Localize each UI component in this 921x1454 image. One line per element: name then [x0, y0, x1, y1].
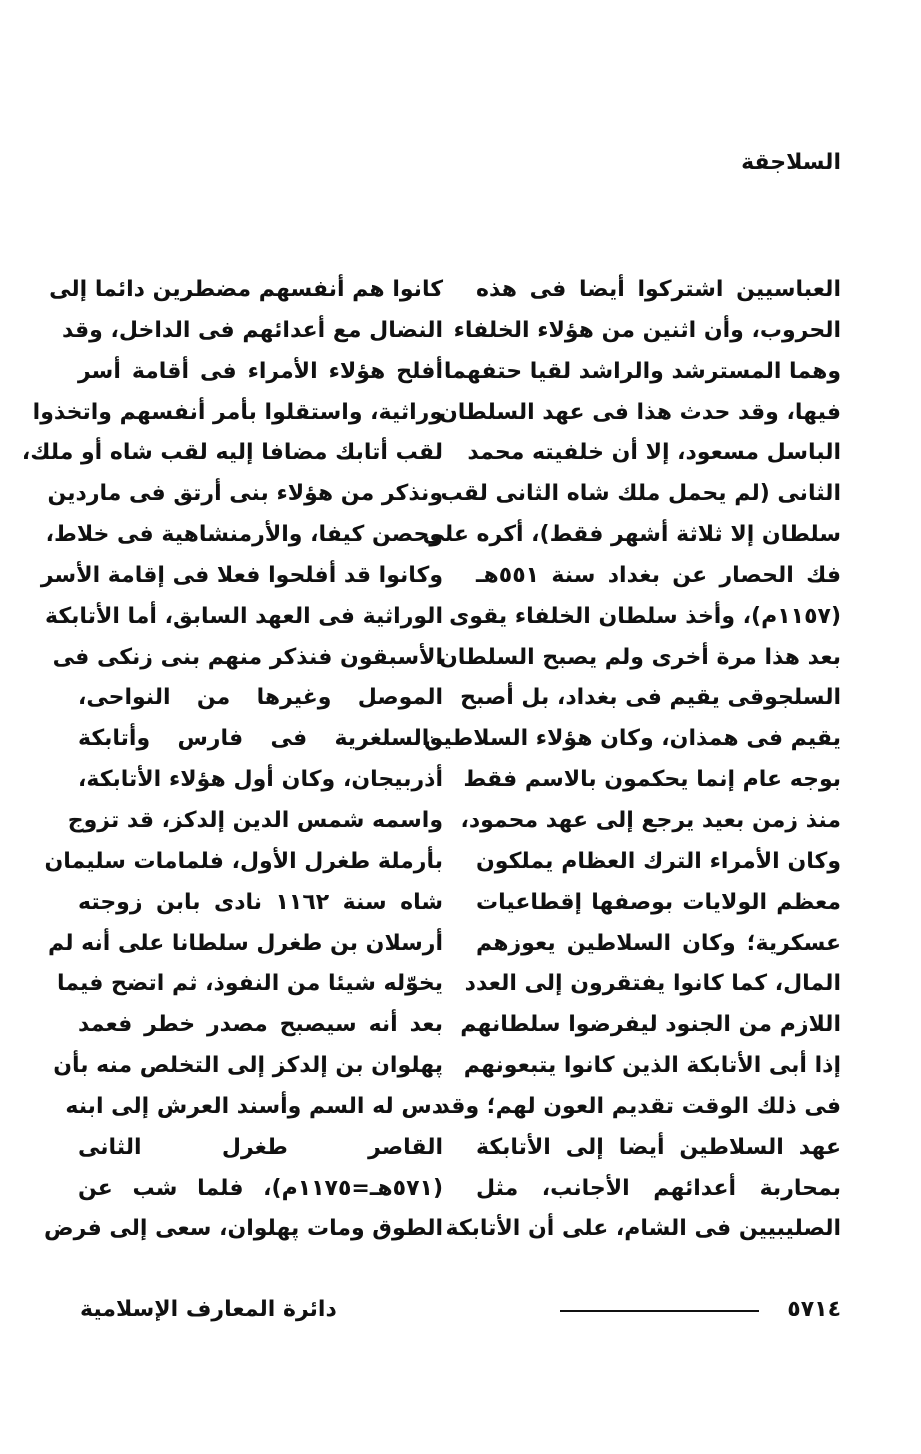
text-line: (١١٥٧م)، وأخذ سلطان الخلفاء يقوى	[449, 603, 841, 629]
text-line: الحروب، وأن اثنين من هؤلاء الخلفاء	[453, 317, 841, 343]
text-line: واسمه شمس الدين إلدكز، قد تزوج	[67, 807, 443, 833]
encyclopedia-title: دائرة المعارف الإسلامية	[80, 1297, 337, 1322]
text-line: بأرملة طغرل الأول، فلمامات سليمان	[44, 848, 443, 874]
text-line: وحصن كيفا، والأرمنشاهية فى خلاط،	[45, 522, 443, 548]
text-line: فيها، وقد حدث هذا فى عهد السلطان	[438, 399, 841, 425]
text-line: شاه سنة ١١٦٢ نادى بابن زوجته	[78, 889, 443, 915]
text-line: الموصل وغيرها من النواحى،	[78, 685, 443, 711]
text-line: معظم الولايات بوصفها إقطاعيات	[476, 889, 841, 915]
text-line: سلطان إلا ثلاثة أشهر فقط)، أكره على	[422, 522, 841, 548]
text-line: (٥٧١هـ=١١٧٥م)، فلما شب عن	[78, 1175, 443, 1201]
text-line: فى ذلك الوقت تقديم العون لهم؛ وقد	[438, 1093, 841, 1119]
text-line: يخوّله شيئا من النفوذ، ثم اتضح فيما	[56, 971, 443, 997]
text-line: ونذكر من هؤلاء بنى أرتق فى ماردين	[47, 481, 443, 507]
text-line: الوراثية فى العهد السابق، أما الأتابكة	[45, 603, 443, 629]
text-line: يقيم فى همذان، وكان هؤلاء السلاطين	[423, 726, 841, 752]
footer-divider	[560, 1310, 759, 1312]
text-line: بوجه عام إنما يحكمون بالاسم فقط	[463, 767, 841, 793]
text-line: منذ زمن بعيد يرجع إلى عهد محمود،	[460, 807, 841, 833]
text-line: بمحاربة أعدائهم الأجانب، مثل	[476, 1175, 841, 1201]
text-line: الأسبقون فنذكر منهم بنى زنكى فى	[52, 644, 443, 670]
text-line: الطوق ومات پهلوان، سعى إلى فرض	[44, 1216, 443, 1242]
text-line: أذربيجان، وكان أول هؤلاء الأتابكة،	[78, 767, 443, 793]
text-column-right	[422, 270, 841, 1250]
text-line: اللازم من الجنود ليفرضوا سلطانهم	[460, 1012, 841, 1038]
text-line: وكانوا قد أفلحوا فعلا فى إقامة الأسر	[40, 562, 443, 588]
text-line: لقب أتابك مضافا إليه لقب شاه أو ملك،	[21, 440, 443, 466]
text-line: وهما المسترشد والراشد لقيا حتفهما	[443, 358, 841, 384]
text-line: أرسلان بن طغرل سلطانا على أنه لم	[47, 930, 443, 956]
text-line: أفلح هؤلاء الأمراء فى أقامة أسر	[78, 358, 443, 384]
text-line: دس له السم وأسند العرش إلى ابنه	[65, 1093, 443, 1119]
running-header: السلاجقة	[741, 150, 841, 175]
text-line: پهلوان بن إلدكز إلى التخلص منه بأن	[53, 1053, 443, 1079]
text-line: القاصر طغرل الثانى	[78, 1134, 443, 1160]
text-line: وكان الأمراء الترك العظام يملكون	[476, 848, 841, 874]
text-line: إذا أبى الأتابكة الذين كانوا يتبعونهم	[463, 1053, 841, 1079]
text-line: والسلغرية فى فارس وأتابكة	[78, 726, 443, 752]
text-line: بعد هذا مرة أخرى ولم يصبح السلطان	[439, 644, 841, 670]
text-line: الثانى (لم يحمل ملك شاه الثانى لقب	[440, 481, 841, 507]
text-line: العباسيين اشتركوا أيضا فى هذه	[476, 277, 841, 302]
text-line: عهد السلاطين أيضا إلى الأتابكة	[476, 1134, 841, 1160]
page-footer	[80, 1290, 841, 1330]
text-line: الباسل مسعود، إلا أن خلفيته محمد	[467, 440, 841, 466]
text-line: بعد أنه سيصبح مصدر خطر فعمد	[78, 1012, 443, 1038]
text-line: الصليبيين فى الشام، على أن الأتابكة	[445, 1216, 841, 1242]
text-line: المال، كما كانوا يفتقرون إلى العدد	[464, 971, 841, 997]
text-column-left	[21, 270, 443, 1250]
text-line: عسكرية؛ وكان السلاطين يعوزهم	[476, 930, 841, 956]
text-line: فك الحصار عن بغداد سنة ٥٥١هـ	[476, 562, 841, 588]
text-line: وراثية، واستقلوا بأمر أنفسهم واتخذوا	[32, 399, 443, 425]
page-number: ٥٧١٤	[787, 1297, 841, 1322]
text-line: النضال مع أعدائهم فى الداخل، وقد	[62, 317, 443, 343]
text-line: كانوا هم أنفسهم مضطرين دائما إلى	[49, 277, 443, 302]
text-line: السلجوقى يقيم فى بغداد، بل أصبح	[460, 685, 841, 711]
